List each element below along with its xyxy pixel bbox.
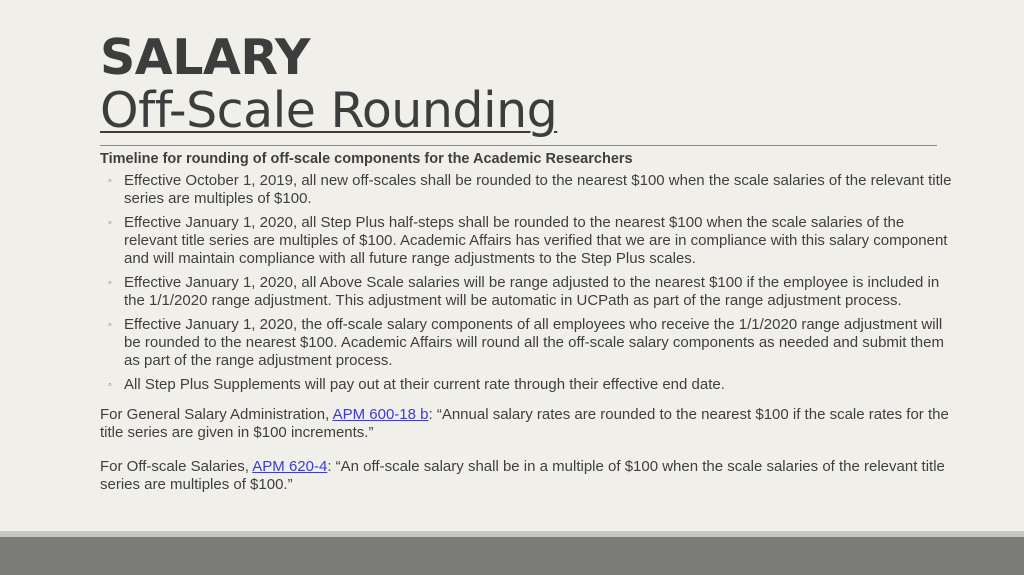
bullet-icon: ◦	[108, 277, 112, 289]
apm-620-4-link[interactable]: APM 620-4	[252, 458, 328, 475]
title-divider	[100, 145, 937, 146]
apm-600-18b-link[interactable]: APM 600-18 b	[332, 406, 429, 423]
list-item-text: Effective October 1, 2019, all new off-scales shall be rounded to the nearest $100 when the scale salaries of the relevant title series are multiples of $100.	[124, 172, 952, 207]
bullet-icon: ◦	[108, 379, 112, 391]
slide-body	[100, 150, 960, 494]
list-item-text: Effective January 1, 2020, all Above Scale salaries will be range adjusted to the nearest $100 if the employee is included in the 1/1/2020 range adjustment. This adjustment will be automatic in UCPath as part of the range adjustment process.	[124, 274, 940, 309]
bullet-icon: ◦	[108, 217, 112, 229]
paragraph-prefix: For General Salary Administration,	[100, 406, 333, 423]
paragraph-quote: : “An off-scale salary shall be in a multiple of $100 when the scale salaries of the relevant title series are multiples of $100.”	[100, 458, 945, 493]
bullet-icon: ◦	[108, 175, 112, 187]
list-item	[100, 172, 960, 208]
title-block	[100, 29, 940, 139]
footer-band-dark	[0, 537, 1024, 575]
general-salary-paragraph	[100, 406, 960, 442]
list-item-text: All Step Plus Supplements will pay out at their current rate through their effective end date.	[124, 376, 725, 393]
timeline-heading: Timeline for rounding of off-scale components for the Academic Researchers	[100, 151, 633, 167]
list-item	[100, 376, 960, 394]
slide-subtitle: Off-Scale Rounding	[100, 82, 558, 139]
paragraph-quote: : “Annual salary rates are rounded to the nearest $100 if the scale rates for the title series are given in $100 increments.”	[100, 406, 949, 441]
list-item-text: Effective January 1, 2020, the off-scale salary components of all employees who receive the 1/1/2020 range adjustment will be rounded to the nearest $100. Academic Affairs will round all the off-scale salary components as needed and submit them as part of the range adjustment process.	[124, 316, 944, 369]
off-scale-paragraph	[100, 458, 960, 494]
list-item	[100, 316, 960, 370]
paragraph-prefix: For Off-scale Salaries,	[100, 458, 253, 475]
list-item	[100, 214, 960, 268]
timeline-list	[100, 172, 960, 394]
list-item	[100, 274, 960, 310]
slide-title: SALARY	[100, 29, 310, 86]
bullet-icon: ◦	[108, 319, 112, 331]
list-item-text: Effective January 1, 2020, all Step Plus half-steps shall be rounded to the nearest $100 when the scale salaries of the relevant title series are multiples of $100. Academic Affairs has verified that we are in compliance with this salary component and will maintain compliance with all future range adjustments to the Step Plus scales.	[124, 214, 948, 267]
